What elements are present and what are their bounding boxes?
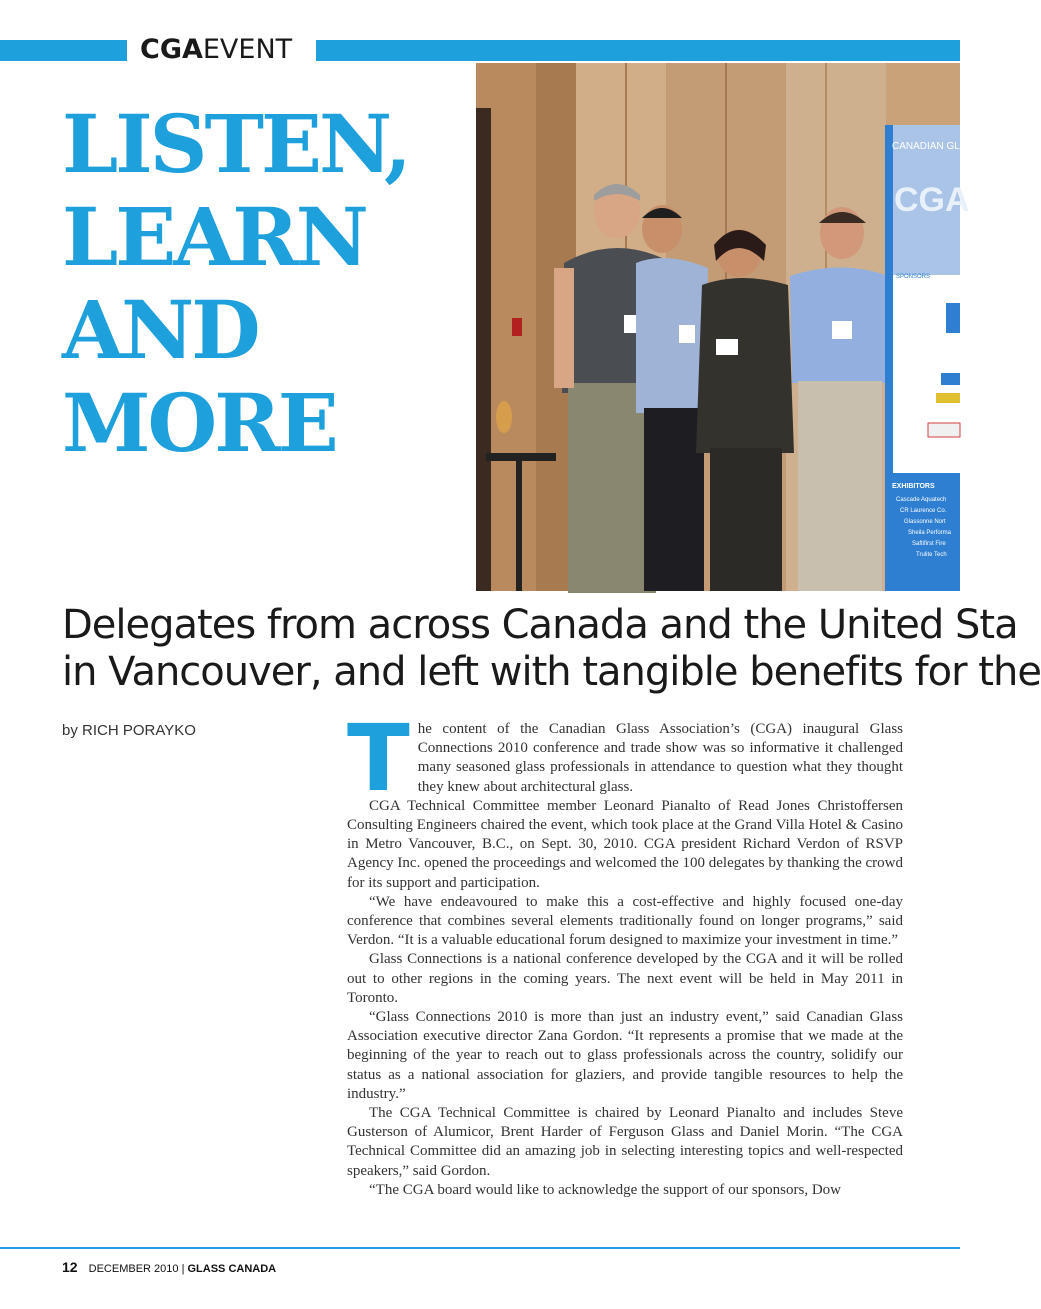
headline-line: MORE bbox=[62, 376, 336, 470]
banner-exhibitors-text: EXHIBITORS bbox=[892, 483, 935, 490]
magazine-name: GLASS CANADA bbox=[187, 1263, 277, 1275]
headline-line: LISTEN, bbox=[62, 97, 409, 191]
section-bar-right bbox=[316, 40, 960, 61]
article-paragraph: Glass Connections is a national conference developed by the CGA and it will be rolled out to other regions in the coming years. The next event will be held in May 2011 in Toronto. bbox=[347, 951, 903, 1006]
banner-exhibitor: CR Laurence Co. bbox=[900, 508, 947, 514]
banner-exhibitor: Sheila Performa bbox=[908, 530, 952, 536]
section-label-light: EVENT bbox=[202, 34, 293, 65]
article-paragraph: “We have endeavoured to make this a cost-effective and highly focused one-day conference that combines several elements traditionally found on longer programs,” said Verdon. “It is a valuable educational forum designed to maximize your investment in time.” bbox=[347, 893, 903, 949]
headline-line: AND bbox=[62, 283, 258, 377]
cga-banner bbox=[885, 125, 970, 591]
section-label-bold: CGA bbox=[140, 34, 203, 65]
page-number: 12 bbox=[62, 1259, 78, 1275]
article-paragraph: The CGA Technical Committee is chaired by Leonard Pianalto and includes Steve Gusterson of Alumicor, Brent Harder of Ferguson Glass and Daniel Morin. “The CGA Technical Committee did an amazing job in selecting interesting topics and well-respected speakers,” said Gordon. bbox=[347, 1105, 903, 1179]
drop-cap: T bbox=[347, 705, 410, 812]
headline bbox=[62, 98, 462, 470]
section-label bbox=[140, 32, 292, 68]
page-footer bbox=[62, 1259, 276, 1275]
banner-sponsors-text: SPONSORS bbox=[896, 274, 931, 280]
section-bar-left bbox=[0, 40, 127, 61]
banner-exhibitor: Trulite Tech bbox=[916, 552, 947, 558]
banner-exhibitor: Cascade Aquatech bbox=[896, 497, 947, 503]
article-paragraph: CGA Technical Committee member Leonard Pianalto of Read Jones Christoffersen Consulting Engineers chaired the event, which took place at the Grand Villa Hotel & Casino in Metro Vancouver, B.C., on Sept. 30, 2010. CGA president Richard Verdon of RSVP Agency Inc. opened the proceedings and welcomed the 100 delegates by thanking the crowd for its support and participation. bbox=[347, 797, 903, 891]
banner-exhibitor: Saftifirst Fire bbox=[912, 541, 946, 547]
banner-top-text: CANADIAN GL bbox=[892, 141, 960, 152]
banner-logo-text: CGA bbox=[894, 181, 970, 219]
issue-date: DECEMBER 2010 | bbox=[88, 1263, 185, 1275]
article-paragraph: “Glass Connections 2010 is more than just an industry event,” said Canadian Glass Association executive director Zana Gordon. “It represents a promise that we made at the beginning of the year to reach out to glass professionals across the country, solidify our status as a national association for glaziers, and provide tangible resources to help the industry.” bbox=[347, 1009, 903, 1102]
deck-subheadline bbox=[62, 602, 1041, 702]
footer-rule bbox=[0, 1247, 960, 1249]
headline-line: LEARN bbox=[62, 190, 366, 284]
deck-line: in Vancouver, and left with tangible benefits for the bbox=[62, 649, 1041, 695]
article-paragraph: he content of the Canadian Glass Association’s (CGA) inaugural Glass Connections 2010 conference and trade show was so informative it challenged many seasoned glass professionals in attendance to question what they thought they knew about architectural glass. bbox=[417, 721, 903, 795]
banner-exhibitor: Glassonne Nort bbox=[904, 519, 946, 525]
byline: by RICH PORAYKO bbox=[62, 722, 196, 739]
deck-line: Delegates from across Canada and the United Sta bbox=[62, 602, 1018, 648]
event-photo bbox=[476, 63, 970, 591]
event-photo-illustration bbox=[476, 63, 970, 591]
article-body bbox=[347, 705, 903, 1225]
person-3 bbox=[696, 229, 794, 591]
article-paragraph: “The CGA board would like to acknowledge the support of our sponsors, Dow bbox=[369, 1181, 842, 1198]
